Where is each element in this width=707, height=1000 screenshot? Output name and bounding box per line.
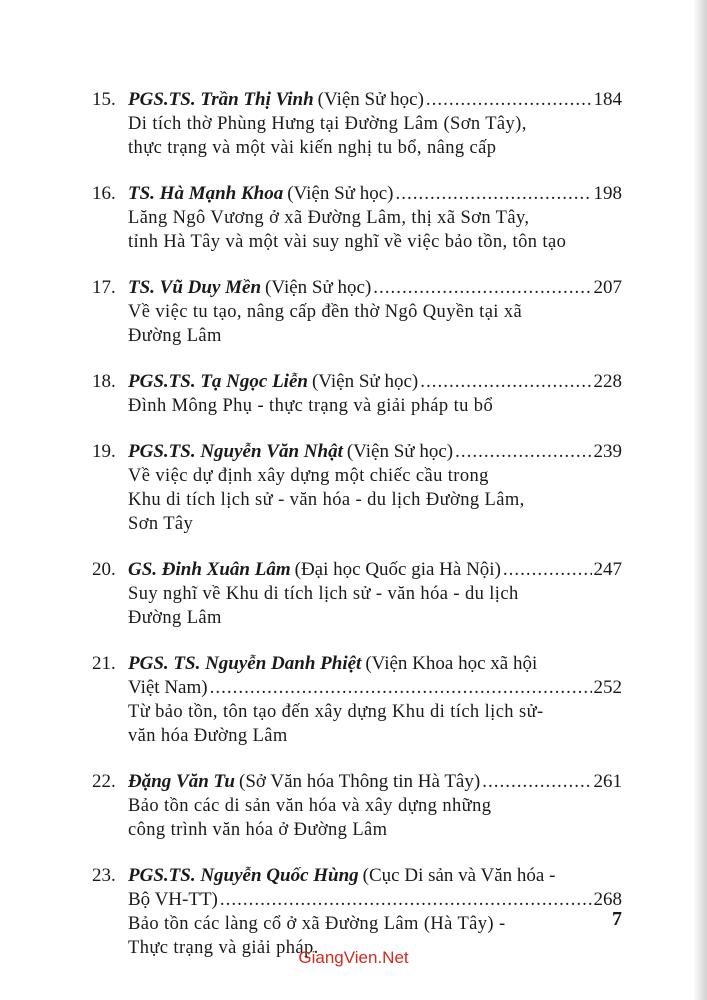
entry-organization: (Cục Di sản và Văn hóa - bbox=[362, 865, 556, 886]
entry-heading-continuation bbox=[128, 676, 622, 700]
entry-author: Đặng Văn Tu bbox=[128, 771, 235, 792]
entry-heading-line bbox=[92, 770, 622, 794]
entry-author: PGS.TS. Nguyễn Quốc Hùng bbox=[128, 865, 359, 886]
entry-author: PGS.TS. Tạ Ngọc Liễn bbox=[128, 371, 308, 392]
watermark: GiangVien.Net bbox=[298, 948, 409, 967]
entry-description-line: Bảo tồn các làng cổ ở xã Đường Lâm (Hà Tây) - bbox=[128, 914, 506, 934]
entry-description-line: công trình văn hóa ở Đường Lâm bbox=[128, 820, 388, 840]
entry-author: TS. Hà Mạnh Khoa bbox=[128, 183, 284, 204]
dot-leader bbox=[426, 88, 592, 112]
entry-page-number: 207 bbox=[593, 277, 622, 298]
entry-page-number: 252 bbox=[593, 677, 622, 698]
entry-description-line: Đường Lâm bbox=[128, 608, 222, 628]
toc-entry bbox=[92, 652, 622, 748]
toc-entry bbox=[92, 440, 622, 536]
entry-heading-line bbox=[92, 182, 622, 206]
toc-entry bbox=[92, 370, 622, 418]
entry-number: 23. bbox=[92, 865, 116, 886]
entry-author: PGS.TS. Trần Thị Vinh bbox=[128, 89, 314, 110]
entry-number: 16. bbox=[92, 183, 116, 204]
entry-organization: (Viện Sử học) bbox=[317, 89, 424, 110]
entry-description-line: tỉnh Hà Tây và một vài suy nghĩ về việc bảo tồn, tôn tạo bbox=[128, 232, 567, 252]
toc-entry bbox=[92, 864, 622, 960]
entry-author: GS. Đinh Xuân Lâm bbox=[128, 559, 291, 580]
dot-leader bbox=[482, 770, 591, 794]
entry-number: 18. bbox=[92, 371, 116, 392]
entry-description-line: Suy nghĩ về Khu di tích lịch sử - văn hóa - du lịch bbox=[128, 584, 519, 604]
entry-number: 22. bbox=[92, 771, 116, 792]
toc-entry bbox=[92, 182, 622, 254]
page-number: 7 bbox=[612, 908, 622, 930]
dot-leader bbox=[420, 370, 591, 394]
entry-page-number: 198 bbox=[593, 183, 622, 204]
entry-organization: (Đại học Quốc gia Hà Nội) bbox=[294, 559, 501, 580]
entry-heading-line bbox=[92, 370, 622, 394]
entry-number: 19. bbox=[92, 441, 116, 462]
entry-page-number: 239 bbox=[593, 441, 622, 462]
entry-description-line: Sơn Tây bbox=[128, 514, 194, 534]
entry-description-line: Thực trạng và giải pháp. bbox=[128, 938, 319, 958]
dot-leader bbox=[220, 888, 592, 912]
entry-description-line: văn hóa Đường Lâm bbox=[128, 726, 288, 746]
entry-description-line: Đình Mông Phụ - thực trạng và giải pháp tu bổ bbox=[128, 396, 494, 416]
entry-number: 17. bbox=[92, 277, 116, 298]
entry-author: PGS.TS. Nguyễn Văn Nhật bbox=[128, 441, 343, 462]
entry-organization: (Viện Sử học) bbox=[265, 277, 372, 298]
entry-description-line: thực trạng và một vài kiến nghị tu bổ, nâng cấp bbox=[128, 138, 497, 158]
entry-description-line: Đường Lâm bbox=[128, 326, 222, 346]
toc-entry bbox=[92, 276, 622, 348]
entry-description-line: Từ bảo tồn, tôn tạo đến xây dựng Khu di tích lịch sử- bbox=[128, 702, 544, 722]
entry-heading-line bbox=[92, 652, 622, 676]
toc-entry bbox=[92, 770, 622, 842]
entry-description-line: Về việc tu tạo, nâng cấp đền thờ Ngô Quyền tại xã bbox=[128, 302, 523, 322]
entry-number: 15. bbox=[92, 89, 116, 110]
entry-author: TS. Vũ Duy Mền bbox=[128, 277, 262, 298]
entry-description-line: Bảo tồn các di sản văn hóa và xây dựng những bbox=[128, 796, 492, 816]
entry-organization: (Viện Sử học) bbox=[311, 371, 419, 392]
dot-leader bbox=[395, 182, 591, 206]
entry-number: 20. bbox=[92, 559, 116, 580]
page-edge-shadow bbox=[693, 0, 707, 1000]
entry-page-number: 228 bbox=[593, 371, 622, 392]
dot-leader bbox=[503, 558, 592, 582]
entry-heading-line bbox=[92, 558, 622, 582]
entry-organization-continued: Bộ VH-TT) bbox=[128, 889, 218, 910]
entry-heading-line bbox=[92, 276, 622, 300]
toc-entry bbox=[92, 558, 622, 630]
entry-organization: (Sở Văn hóa Thông tin Hà Tây) bbox=[239, 771, 481, 792]
table-of-contents bbox=[92, 88, 622, 982]
entry-heading-line bbox=[92, 440, 622, 464]
toc-entry bbox=[92, 88, 622, 160]
entry-heading-line bbox=[92, 864, 622, 888]
entry-description-line: Khu di tích lịch sử - văn hóa - du lịch Đường Lâm, bbox=[128, 490, 525, 510]
entry-number: 21. bbox=[92, 653, 116, 674]
entry-page-number: 268 bbox=[593, 889, 622, 910]
dot-leader bbox=[373, 276, 591, 300]
entry-organization-continued: Việt Nam) bbox=[128, 677, 208, 698]
entry-description-line: Lăng Ngô Vương ở xã Đường Lâm, thị xã Sơn Tây, bbox=[128, 208, 530, 228]
entry-organization: (Viện Sử học) bbox=[346, 441, 454, 462]
entry-organization: (Viện Khoa học xã hội bbox=[365, 653, 538, 674]
entry-page-number: 184 bbox=[593, 89, 622, 110]
entry-organization: (Viện Sử học) bbox=[287, 183, 394, 204]
entry-author: PGS. TS. Nguyễn Danh Phiệt bbox=[128, 653, 362, 674]
entry-page-number: 261 bbox=[593, 771, 622, 792]
entry-heading-continuation bbox=[128, 888, 622, 912]
dot-leader bbox=[210, 676, 592, 700]
entry-heading-line bbox=[92, 88, 622, 112]
dot-leader bbox=[455, 440, 591, 464]
entry-page-number: 247 bbox=[593, 559, 622, 580]
entry-description-line: Di tích thờ Phùng Hưng tại Đường Lâm (Sơn Tây), bbox=[128, 114, 527, 134]
entry-description-line: Về việc dự định xây dựng một chiếc cầu trong bbox=[128, 466, 489, 486]
